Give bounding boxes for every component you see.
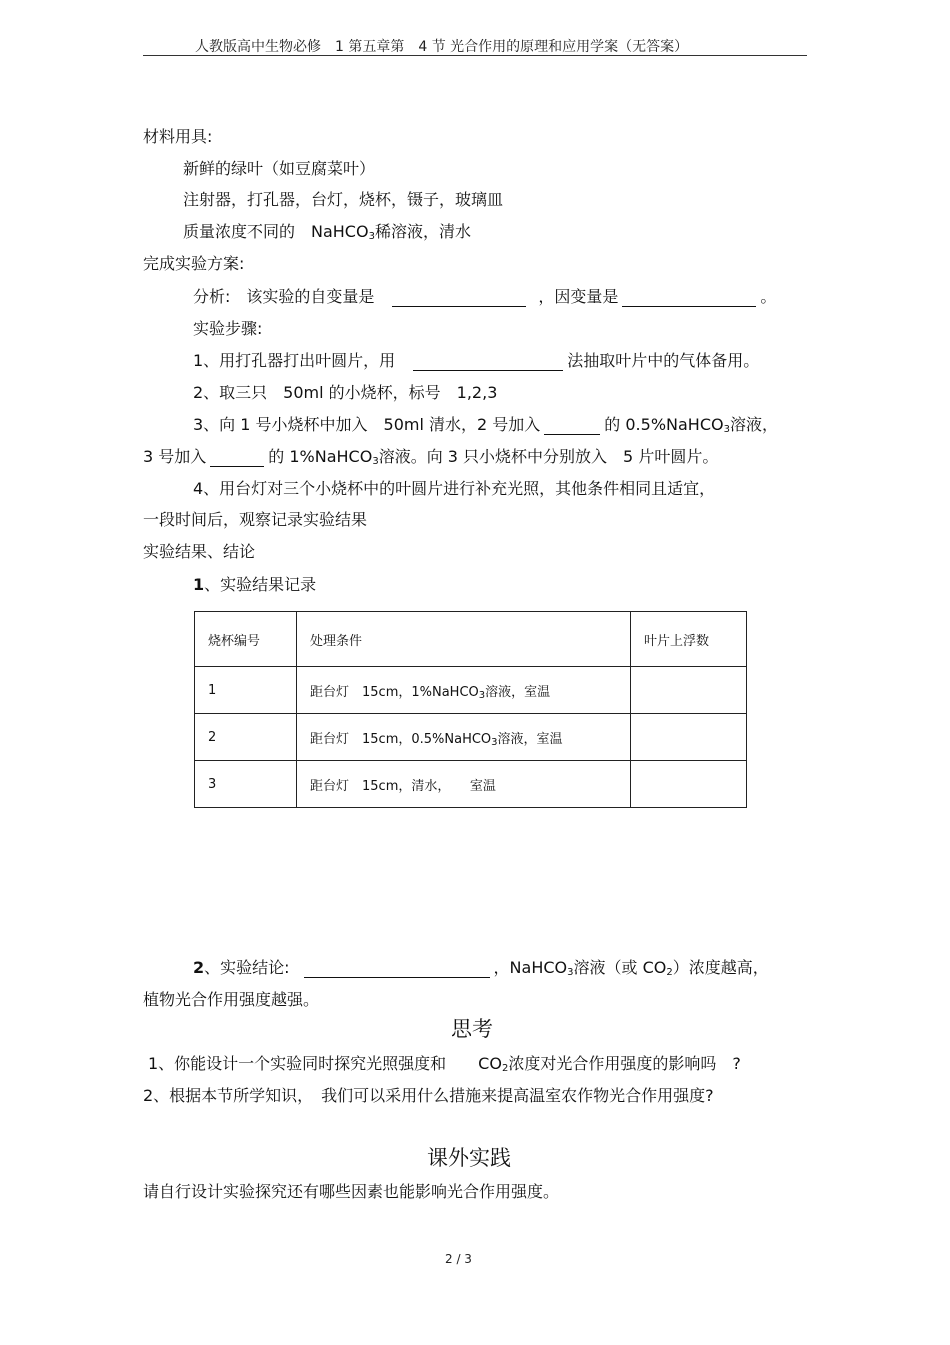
cell-beaker-id: 3 bbox=[195, 761, 297, 808]
practice-heading: 课外实践 bbox=[427, 1146, 511, 1170]
results-table bbox=[194, 611, 747, 808]
cell-floating-count[interactable] bbox=[631, 714, 747, 761]
page-header: 人教版高中生物必修 1 第五章第 4 节 光合作用的原理和应用学案（无答案） bbox=[195, 39, 689, 55]
step-2: 2、取三只 50ml 的小烧杯，标号 1,2,3 bbox=[193, 383, 498, 402]
header-treatment: 处理条件 bbox=[297, 612, 631, 667]
analysis-line: 分析: 该实验的自变量是 ，因变量是 。 bbox=[193, 287, 777, 306]
step-4-line-1: 4、用台灯对三个小烧杯中的叶圆片进行补充光照，其他条件相同且适宜， bbox=[193, 479, 716, 498]
cell-floating-count[interactable] bbox=[631, 667, 747, 714]
materials-item-2: 注射器，打孔器，台灯，烧杯，镊子，玻璃皿 bbox=[183, 190, 504, 209]
table-row bbox=[195, 761, 747, 808]
header-beaker-number: 烧杯编号 bbox=[195, 612, 297, 667]
table-header-row bbox=[195, 612, 747, 667]
results-label: 实验结果、结论 bbox=[143, 542, 256, 561]
cell-treatment: 距台灯 15cm，0.5%NaHCO$_3$溶液，室温 bbox=[297, 714, 631, 761]
cell-floating-count[interactable] bbox=[631, 761, 747, 808]
step-3-line-1: 3、向 1 号小烧杯中加入 50ml 清水，2 号加入 的 0.5%NaHCO$_3$溶液， bbox=[193, 415, 778, 435]
page-number: 2 / 3 bbox=[445, 1252, 472, 1266]
steps-label: 实验步骤: bbox=[193, 319, 263, 338]
method-blank[interactable] bbox=[413, 354, 563, 371]
amount-blank-beaker-3[interactable] bbox=[210, 450, 264, 467]
cell-treatment: 距台灯 15cm，清水， 室温 bbox=[297, 761, 631, 808]
conclusion-line-1: 2、实验结论: ，NaHCO$_3$溶液（或 $CO_2$）浓度越高， bbox=[193, 958, 769, 978]
cell-treatment: 距台灯 15cm，1%NaHCO$_3$溶液，室温 bbox=[297, 667, 631, 714]
header-rule bbox=[143, 55, 807, 56]
materials-item-1: 新鲜的绿叶（如豆腐菜叶） bbox=[183, 159, 376, 178]
plan-label: 完成实验方案: bbox=[143, 254, 245, 273]
conclusion-line-2: 植物光合作用强度越强。 bbox=[143, 990, 320, 1009]
think-question-1: 1、你能设计一个实验同时探究光照强度和 $CO_2$浓度对光合作用强度的影响吗 ? bbox=[148, 1054, 741, 1074]
think-question-2: 2、根据本节所学知识， 我们可以采用什么措施来提高温室农作物光合作用强度? bbox=[143, 1086, 714, 1105]
step-1: 1、用打孔器打出叶圆片，用 法抽取叶片中的气体备用。 bbox=[193, 351, 760, 370]
think-heading: 思考 bbox=[451, 1017, 493, 1041]
table-row bbox=[195, 714, 747, 761]
cell-beaker-id: 1 bbox=[195, 667, 297, 714]
step-4-line-2: 一段时间后，观察记录实验结果 bbox=[143, 510, 368, 529]
dependent-variable-blank[interactable] bbox=[622, 290, 756, 307]
table-row bbox=[195, 667, 747, 714]
independent-variable-blank[interactable] bbox=[392, 290, 526, 307]
results-record-title: 1、实验结果记录 bbox=[193, 575, 317, 594]
cell-beaker-id: 2 bbox=[195, 714, 297, 761]
materials-label: 材料用具: bbox=[143, 127, 213, 146]
amount-blank-beaker-2[interactable] bbox=[544, 418, 600, 435]
materials-item-3: 质量浓度不同的 NaHCO$_3$稀溶液，清水 bbox=[183, 222, 471, 242]
header-floating-count: 叶片上浮数 bbox=[631, 612, 747, 667]
step-3-line-2: 3 号加入 的 1%NaHCO$_3$溶液。向 3 只小烧杯中分别放入 5 片叶圆片。 bbox=[143, 447, 719, 467]
practice-text: 请自行设计实验探究还有哪些因素也能影响光合作用强度。 bbox=[143, 1182, 560, 1201]
conclusion-blank[interactable] bbox=[304, 961, 490, 978]
